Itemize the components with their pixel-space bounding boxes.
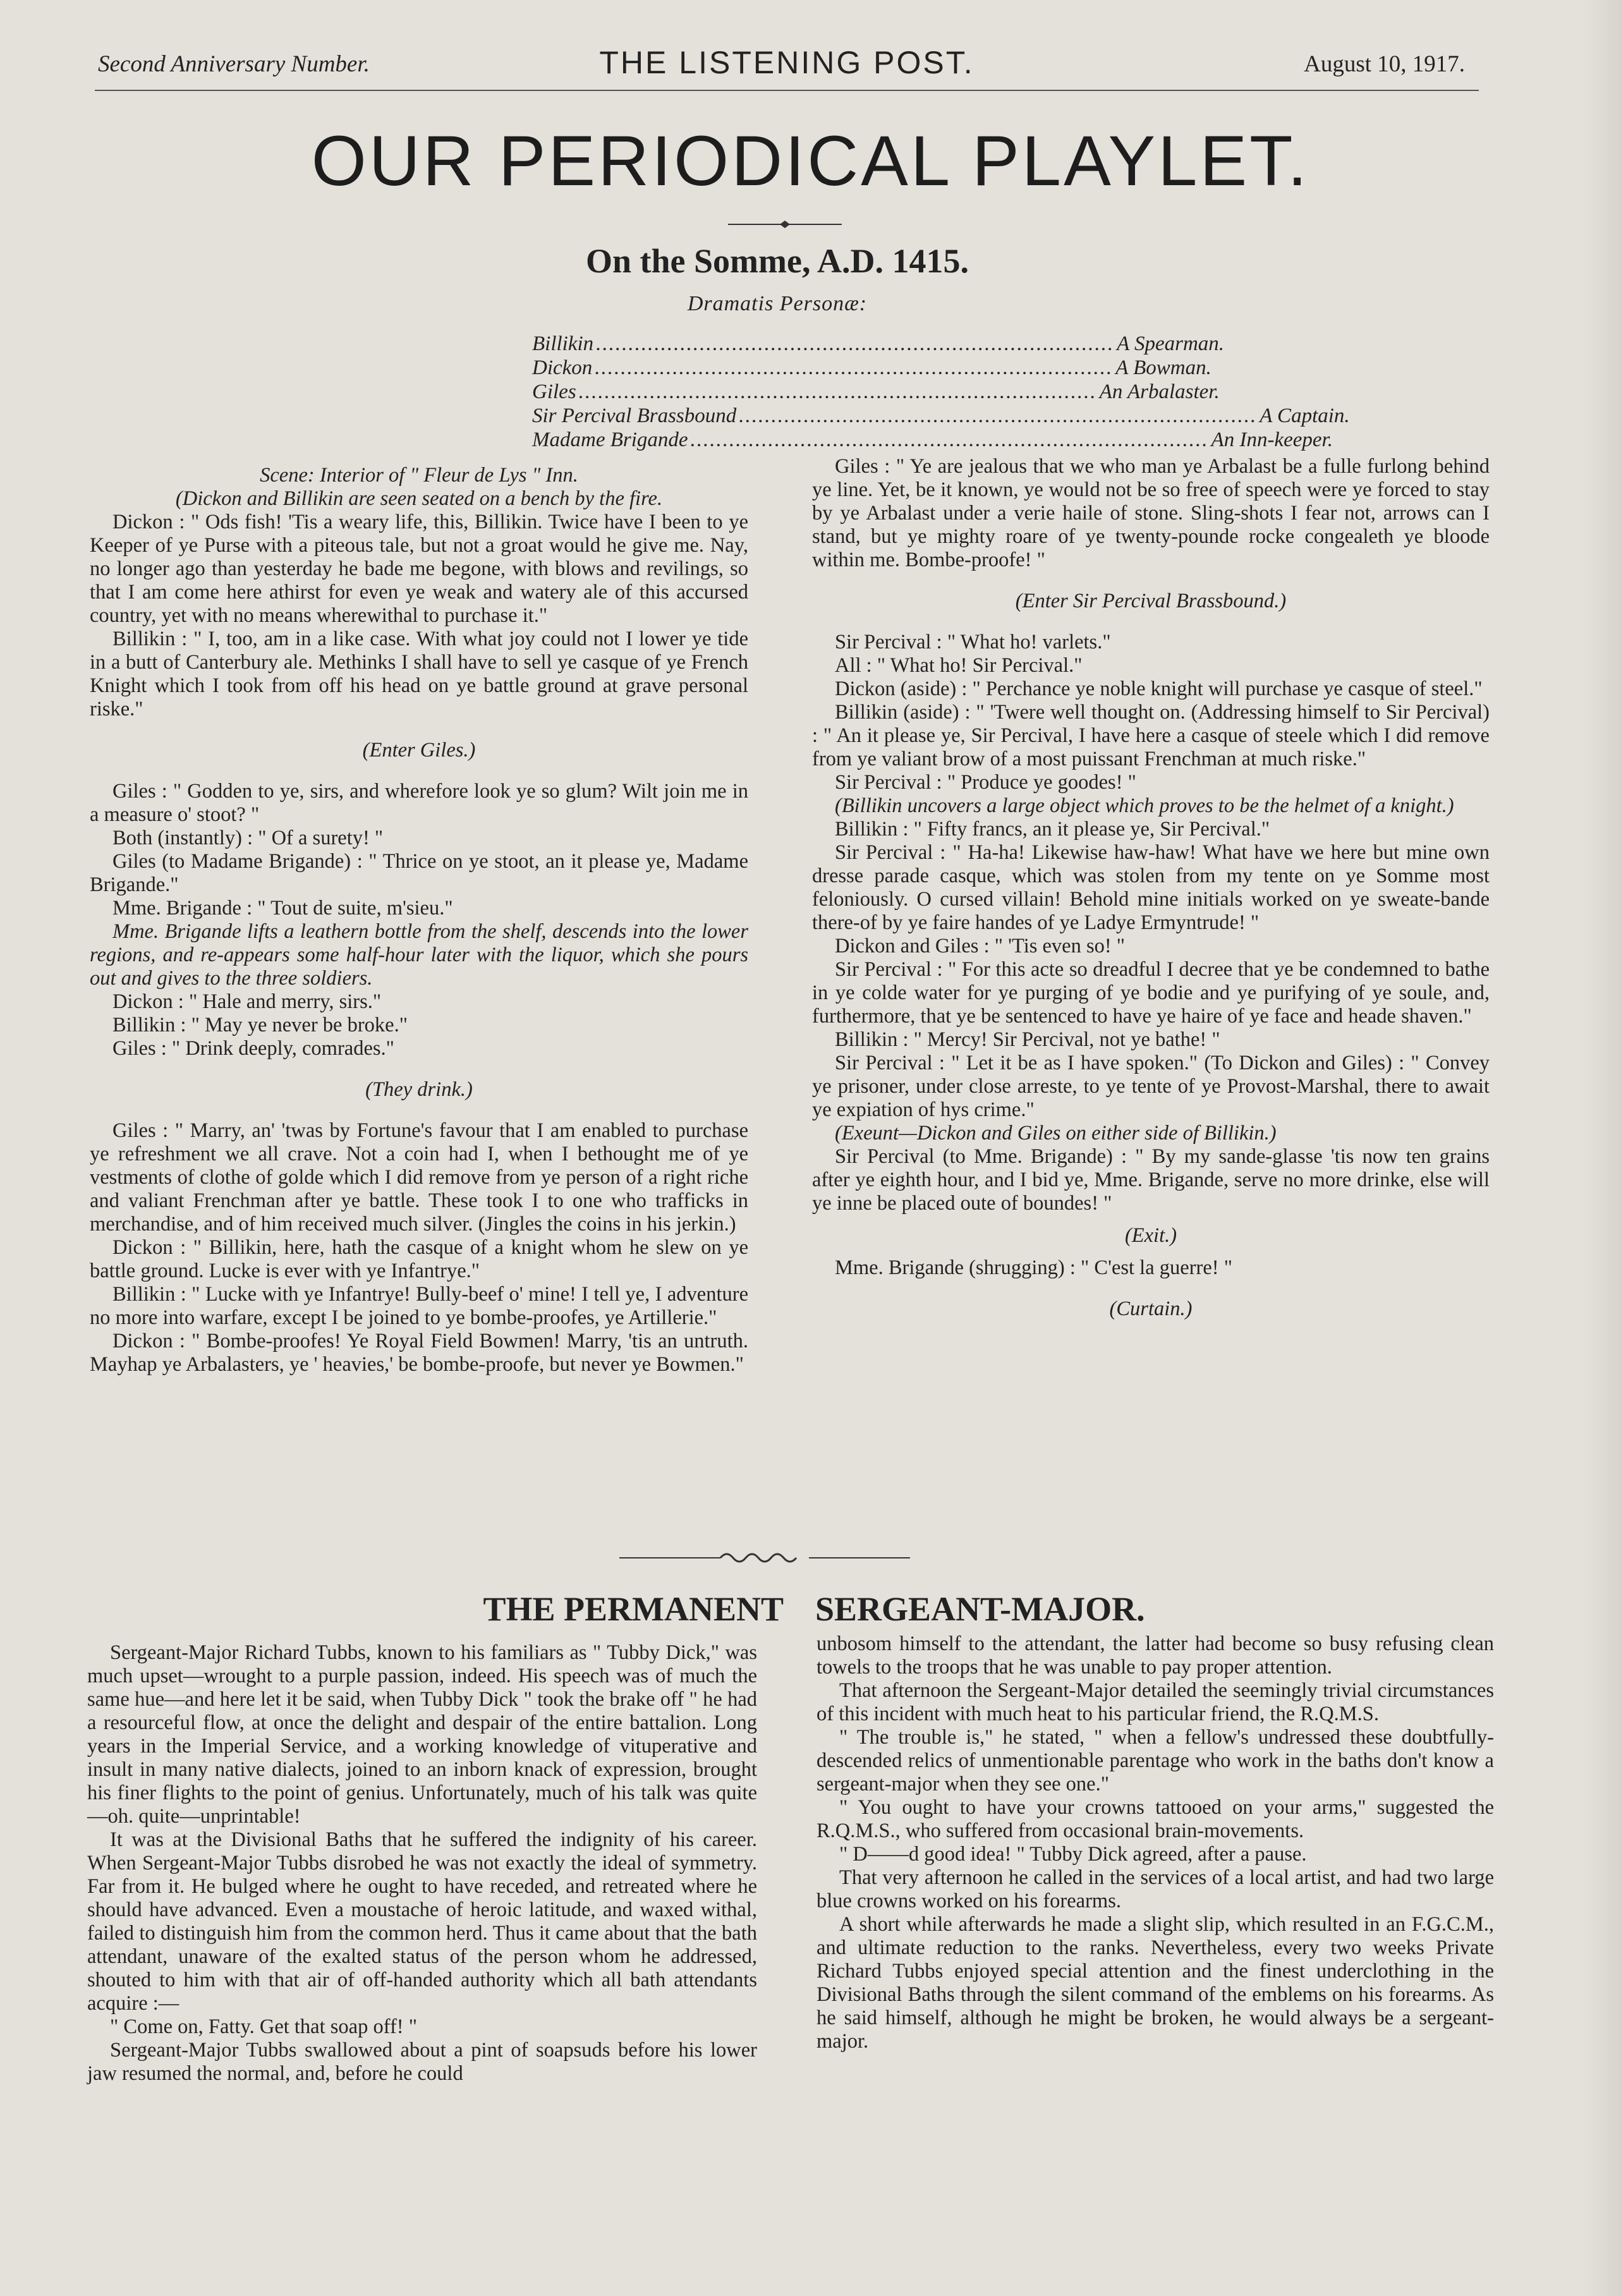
stage-direction: (Billikin uncovers a large object which proves to be the helmet of a knight.) <box>835 794 1454 817</box>
dramatis-personae-label: Dramatis Personæ: <box>687 292 868 315</box>
dialogue-line: Billikin : " May ye never be broke." <box>112 1014 408 1036</box>
leader-dots: ................................................................................ <box>578 380 1097 403</box>
dialogue-line: Billikin : " I, too, am in a like case. With what joy could not I lower ye tide in a butt of Canterbury ale. Methinks I shall have to sell ye casque of ye French Knight which I took from off his head on ye battle ground at grave personal riske." <box>90 628 748 720</box>
cast-list <box>532 332 1350 452</box>
dialogue-line: Dickon : " Billikin, here, hath the casque of a knight whom he slew on ye battle ground. Lucke is ever with ye Infantrye." <box>90 1236 748 1282</box>
title-part-right: SERGEANT-MAJOR. <box>815 1590 1145 1628</box>
dialogue-line: Billikin : " Mercy! Sir Percival, not ye bathe! " <box>835 1028 1220 1051</box>
cast-row <box>532 356 1211 380</box>
header-date: August 10, 1917. <box>1304 51 1465 77</box>
playlet-column-right <box>812 455 1490 1321</box>
playlet-subtitle: On the Somme, A.D. 1415. <box>586 242 969 280</box>
dialogue-line: Both (instantly) : " Of a surety! " <box>112 827 384 849</box>
cast-row <box>532 332 1225 356</box>
cast-name: Madame Brigande <box>532 428 688 451</box>
article-paragraph: Sergeant-Major Tubbs swallowed about a pint of soapsuds before his lower jaw resumed the normal, and, before he could <box>87 2039 757 2085</box>
cast-role: A Spearman. <box>1117 332 1225 355</box>
leader-dots: ................................................................................ <box>690 428 1209 451</box>
dialogue-line: Sir Percival (to Mme. Brigande) : " By my sande-glasse 'tis now ten grains after ye eighth hour, and I bid ye, Mme. Brigande, serve no more drinke, else will ye inne be placed oute of boundes! " <box>812 1145 1490 1215</box>
dialogue-line: Dickon : " Bombe-proofes! Ye Royal Field Bowmen! Marry, 'tis an untruth. Mayhap ye Arbalasters, ye ' heavies,' be bombe-proofe, but never ye Bowmen." <box>90 1330 748 1376</box>
dialogue-line: Giles : " Marry, an' 'twas by Fortune's favour that I am enabled to purchase ye refreshment we all crave. Not a coin had I, when I bethought me of ye vestments of clothe of golde which I did remove from ye person of a right riche and valiant Frenchman after ye battle. These took I to one who trafficks in merchandise, and of him received much silver. (Jingles the coins in his jerkin.) <box>90 1119 748 1236</box>
dialogue-line: Dickon : " Ods fish! 'Tis a weary life, this, Billikin. Twice have I been to ye Keeper of ye Purse with a piteous tale, but not a groat would he give me. Nay, no longer ago than yesterday he bade me begone, with blows and revilings, so that I am come here athirst for even ye weak and watery ale of this accursed country, yet with no means wherewithal to purchase it." <box>90 511 748 627</box>
article-paragraph: unbosom himself to the attendant, the latter had become so busy refusing clean towels to the troops that he was unable to pay proper attention. <box>817 1632 1494 1679</box>
cast-name: Dickon <box>532 356 593 379</box>
cast-row <box>532 380 1220 404</box>
article-paragraph: That afternoon the Sergeant-Major detailed the seemingly trivial circumstances of this incident with much heat to his particular friend, the R.Q.M.S. <box>817 1679 1494 1725</box>
cast-row <box>532 428 1333 452</box>
main-title: OUR PERIODICAL PLAYLET. <box>311 121 1310 200</box>
dialogue-line: Giles (to Madame Brigande) : " Thrice on ye stoot, an it please ye, Madame Brigande." <box>90 850 748 896</box>
dialogue-line: Giles : " Ye are jealous that we who man ye Arbalast be a fulle furlong behind ye line. Yet, be it known, ye would not be so free of speech were ye forced to stay by ye Arbalast under a verie haile of stone. Sling-shots I fear not, arrows can I stand, but ye mighty roare of ye twenty-pounde rocke congealeth ye bloode within me. Bombe-proofe! " <box>812 455 1490 571</box>
dialogue-line: Billikin (aside) : " 'Twere well thought on. (Addressing himself to Sir Percival) : " An it please ye, Sir Percival, I have here a casque of steele which I did remove from ye valiant brow of a most puissant Frenchman at much riske." <box>812 701 1490 770</box>
dialogue-line: Billikin : " Fifty francs, an it please ye, Sir Percival." <box>835 818 1270 841</box>
article-paragraph: It was at the Divisional Baths that he suffered the indignity of his career. When Sergeant-Major Tubbs disrobed he was not exactly the ideal of symmetry. Far from it. He bulged where he ought to have receded, and retreated where he should have advanced. Even a moustache of heroic latitude, and waxed withal, failed to distinguish him from the common herd. Thus it came about that the bath attendant, unaware of the exalted status of the person whom he addressed, shouted to him with that air of off-handed authority which all bath attendants acquire :— <box>87 1828 757 2015</box>
stage-direction: (Enter Giles.) <box>362 739 476 762</box>
cast-role: A Captain. <box>1260 404 1350 427</box>
leader-dots: ................................................................................ <box>596 332 1115 355</box>
article-paragraph: " Come on, Fatty. Get that soap off! " <box>110 2015 417 2038</box>
page-edge-shadow <box>1583 0 1621 2296</box>
article-column-left <box>87 1641 757 2086</box>
dialogue-line: Giles : " Drink deeply, comrades." <box>112 1037 394 1060</box>
dialogue-line: Sir Percival : " Let it be as I have spoken." (To Dickon and Giles) : " Convey ye prisoner, under close arreste, to ye tente of ye Provost-Marshal, there to await ye expiation of hys crime." <box>812 1052 1490 1121</box>
dialogue-line: Sir Percival : " For this acte so dreadful I decree that ye be condemned to bathe in ye colde water for ye purging of ye bodie and ye purifying of ye soule, and, furthermore, that ye be sentenced to have ye haire of ye face and heade shaven." <box>812 958 1490 1028</box>
leader-dots: ................................................................................ <box>739 404 1258 427</box>
header-issue: Second Anniversary Number. <box>98 51 370 77</box>
header-masthead: THE LISTENING POST. <box>599 45 974 80</box>
diamond-rule-ornament <box>728 215 842 234</box>
dialogue-line: Sir Percival : " Produce ye goodes! " <box>835 771 1136 794</box>
stage-direction: Mme. Brigande lifts a leathern bottle from the shelf, descends into the lower regions, and re-appears some half-hour later with the liquor, which she pours out and gives to the three soldiers. <box>90 920 748 990</box>
cast-name: Sir Percival Brassbound <box>532 404 737 427</box>
playlet-column-left <box>90 464 748 1376</box>
cast-row <box>532 404 1350 428</box>
page-header <box>95 39 1479 91</box>
title-part-left: THE PERMANENT <box>483 1590 784 1628</box>
stage-direction: (They drink.) <box>365 1078 473 1101</box>
article-paragraph: " You ought to have your crowns tattooed on your arms," suggested the R.Q.M.S., who suffered from occasional brain-movements. <box>817 1796 1494 1842</box>
stage-direction: (Exeunt—Dickon and Giles on either side of Billikin.) <box>835 1122 1277 1145</box>
scene-heading: Scene: Interior of " Fleur de Lys " Inn. <box>260 464 578 487</box>
leader-dots: ................................................................................ <box>595 356 1114 379</box>
article-paragraph: That very afternoon he called in the services of a local artist, and had two large blue crowns worked on his forearms. <box>817 1866 1494 1912</box>
dialogue-line: Sir Percival : " Ha-ha! Likewise haw-haw! What have we here but mine own dresse parade casque, which was stolen from my tente on ye Somme most feloniously. O cursed villain! Behold mine initials worked on ye sweate-bande there-of by ye faire handes of ye Ladye Ermyntrude! " <box>812 841 1490 934</box>
dialogue-line: Billikin : " Lucke with ye Infantrye! Bully-beef o' mine! I tell ye, I adventure no more into warfare, except I be joined to ye bombe-proofes, ye Artillerie." <box>90 1283 748 1329</box>
article-paragraph: " D——d good idea! " Tubby Dick agreed, after a pause. <box>839 1843 1307 1866</box>
wavy-rule-ornament <box>619 1547 910 1569</box>
article-column-right <box>817 1632 1494 2053</box>
dialogue-line: Dickon and Giles : " 'Tis even so! " <box>835 935 1126 957</box>
article-paragraph: Sergeant-Major Richard Tubbs, known to his familiars as " Tubby Dick," was much upset—wrought to a purple passion, indeed. His speech was of much the same hue—and here let it be said, when Tubby Dick " took the brake off " he had a resourceful flow, at once the delight and despair of the entire battalion. Long years in the Imperial Service, and a working knowledge of vituperative and insult in many native dialects, joined to an inborn knack of expression, brought his finer flights to the point of genius. Unfortunately, much of his talk was quite—oh. quite—unprintable! <box>87 1641 757 1828</box>
article-paragraph: A short while afterwards he made a slight slip, which resulted in an F.G.C.M., and ultimate reduction to the ranks. Nevertheless, every two weeks Private Richard Tubbs enjoyed special attention and the finest underclothing in the Divisional Baths through the silent command of the emblems on his forearms. As he said himself, although he might be broken, he would always be a sergeant-major. <box>817 1913 1494 2053</box>
cast-role: An Arbalaster. <box>1099 380 1220 403</box>
cast-role: A Bowman. <box>1115 356 1211 379</box>
dialogue-line: Giles : " Godden to ye, sirs, and wherefore look ye so glum? Wilt join me in a measure o' stoot? " <box>90 780 748 826</box>
article-paragraph: " The trouble is," he stated, " when a fellow's undressed these doubtfully-descended relics of unmentionable parentage who work in the baths don't know a sergeant-major when they see one." <box>817 1726 1494 1795</box>
dialogue-line: Dickon (aside) : " Perchance ye noble knight will purchase ye casque of steel." <box>835 677 1483 700</box>
stage-direction: (Exit.) <box>1124 1224 1177 1247</box>
stage-direction: (Enter Sir Percival Brassbound.) <box>1015 590 1287 612</box>
dialogue-line: All : " What ho! Sir Percival." <box>835 654 1083 677</box>
cast-role: An Inn-keeper. <box>1211 428 1333 451</box>
dialogue-line: Mme. Brigande (shrugging) : " C'est la guerre! " <box>835 1256 1232 1279</box>
cast-name: Giles <box>532 380 576 403</box>
stage-direction: (Dickon and Billikin are seen seated on a bench by the fire. <box>175 487 663 510</box>
dialogue-line: Sir Percival : " What ho! varlets." <box>835 631 1111 653</box>
stage-direction: (Curtain.) <box>1109 1297 1193 1320</box>
dialogue-line: Mme. Brigande : " Tout de suite, m'sieu." <box>112 897 453 920</box>
dialogue-line: Dickon : " Hale and merry, sirs." <box>112 990 382 1013</box>
cast-name: Billikin <box>532 332 594 355</box>
